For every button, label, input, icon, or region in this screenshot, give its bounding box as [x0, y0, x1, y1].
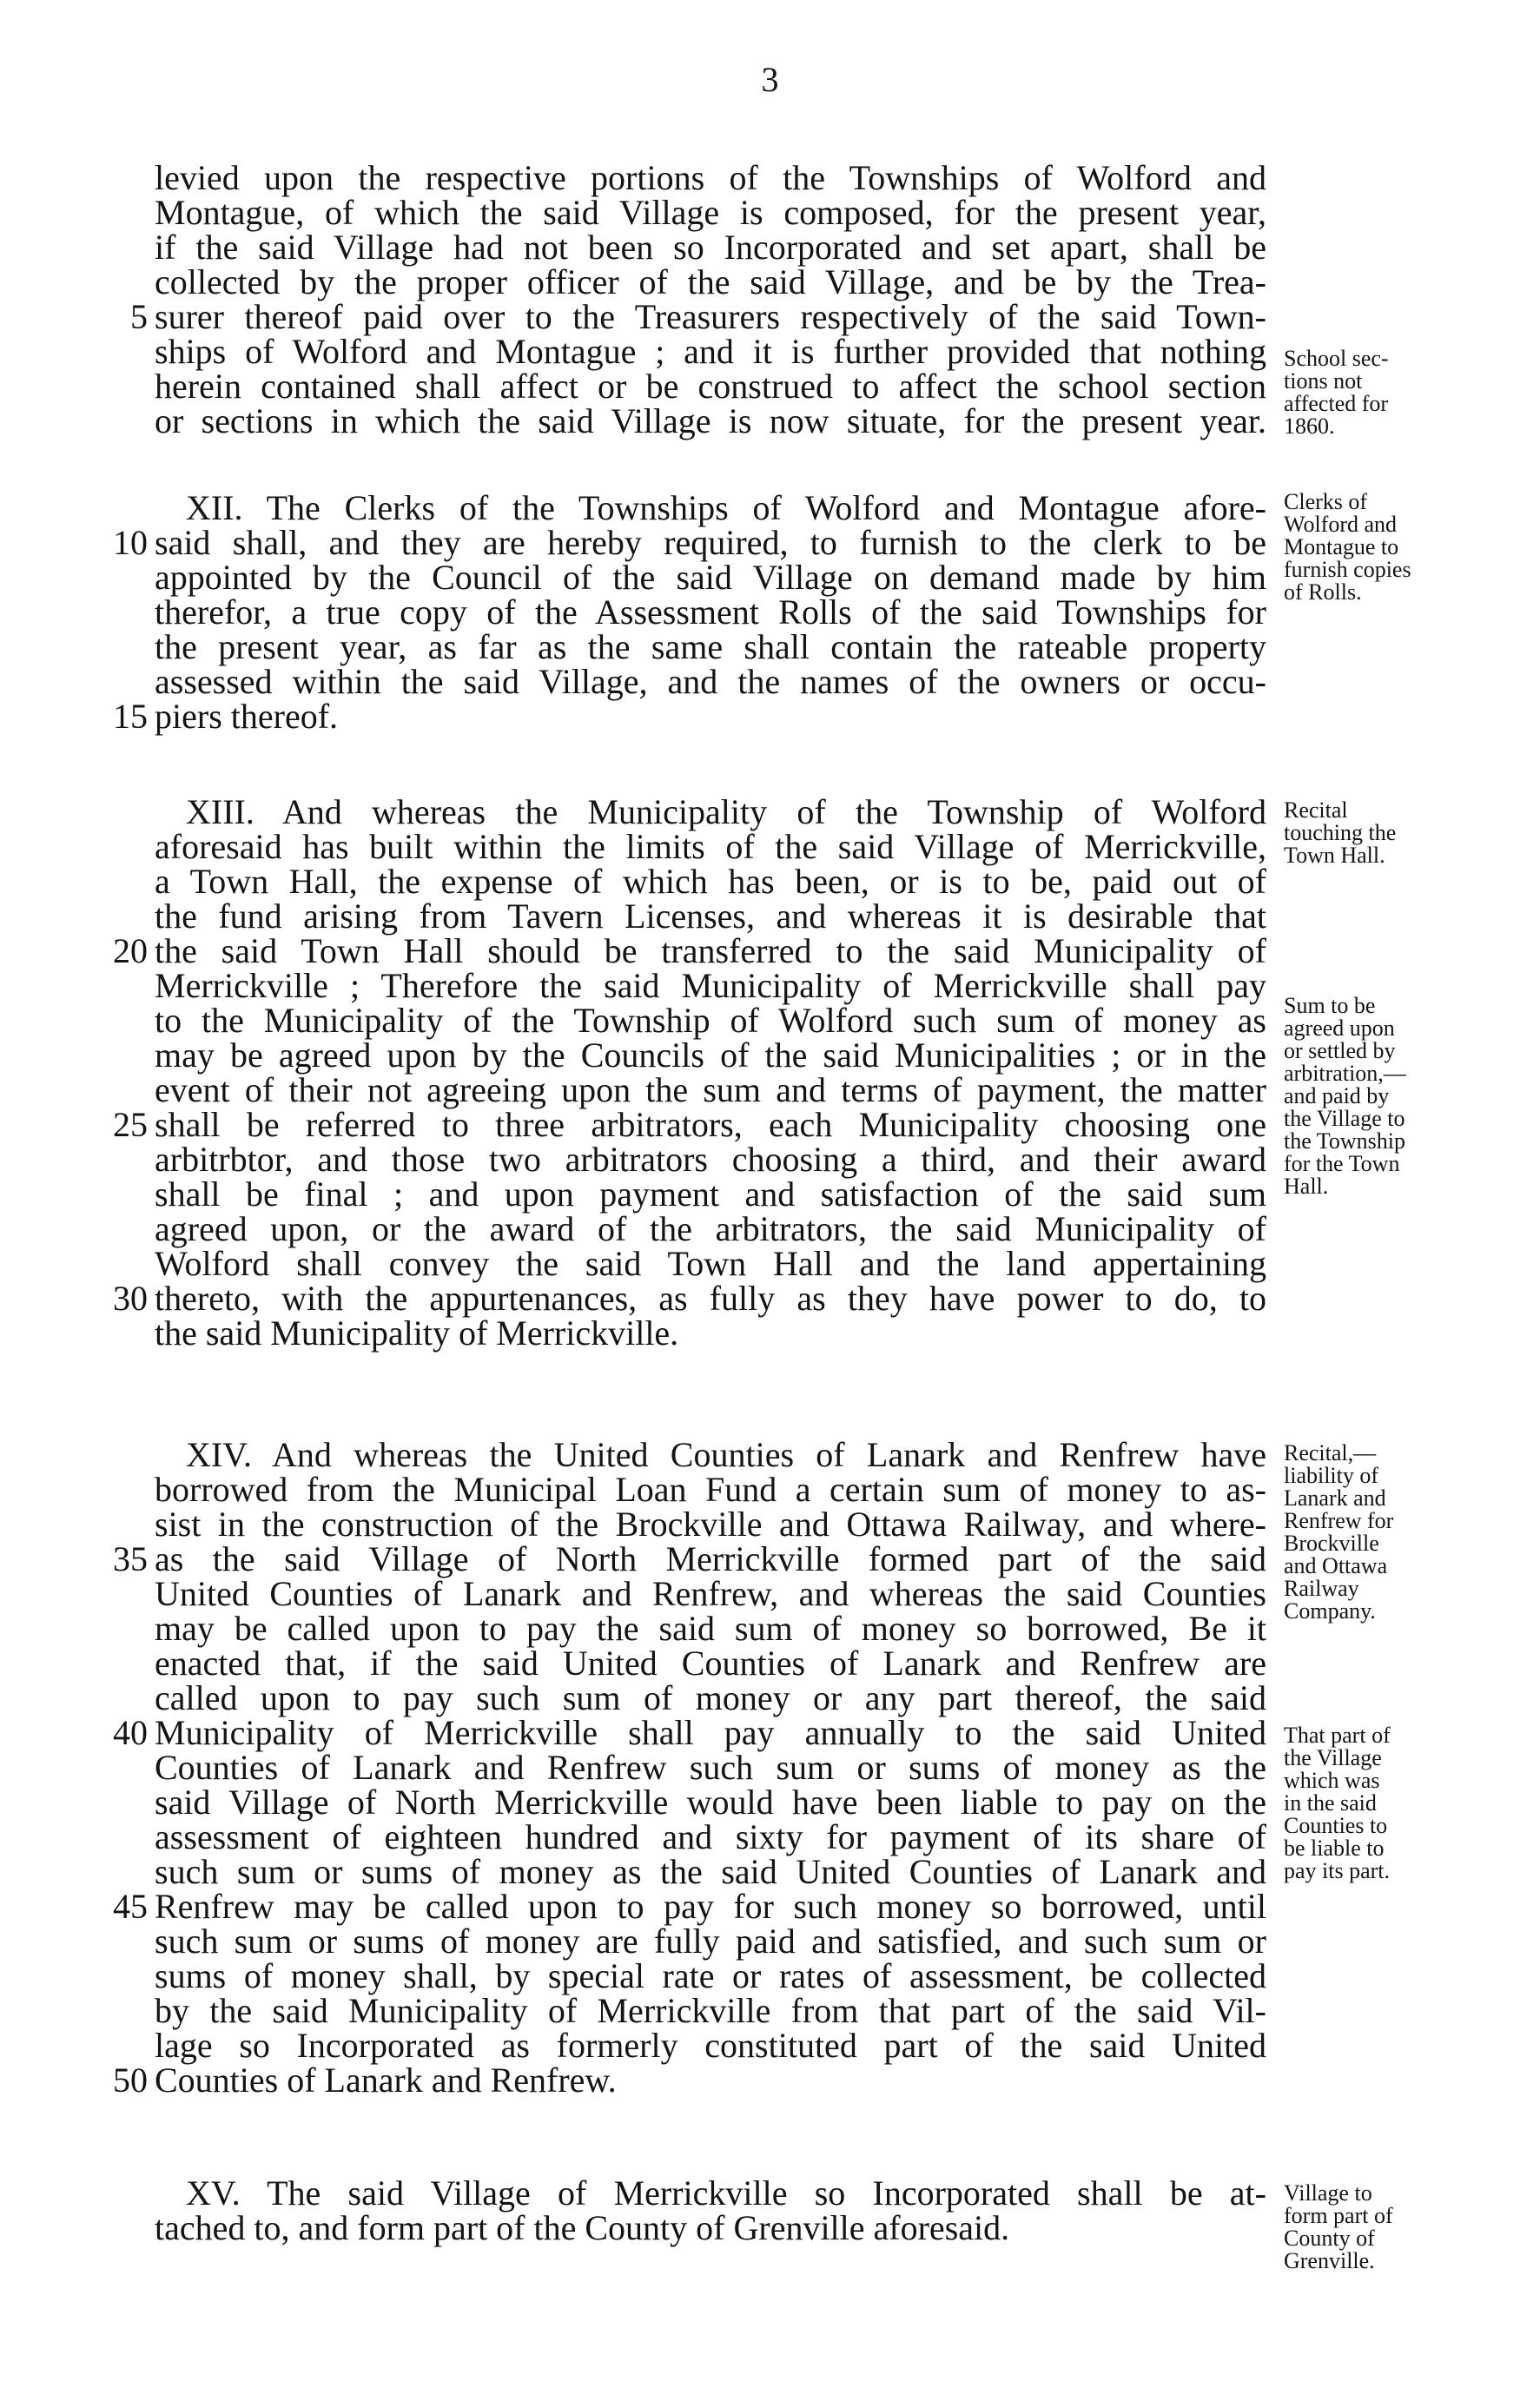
text-line: shall be final ; and upon payment and satisfaction of the said sum: [155, 1174, 1266, 1214]
line-number: 35: [113, 1539, 148, 1578]
text-line: ships of Wolford and Montague ; and it is further provided that nothing: [155, 332, 1266, 371]
margin-note-line: Recital: [1284, 797, 1348, 823]
margin-note-line: be liable to: [1284, 1836, 1385, 1861]
text-line: or sections in which the said Village is now situate, for the present year.: [155, 401, 1266, 440]
text-line: the present year, as far as the same shall contain the rateable property: [155, 627, 1266, 666]
line-number: 40: [113, 1713, 148, 1752]
text-line: appointed by the Council of the said Village on demand made by him: [155, 558, 1266, 597]
margin-note-line: Town Hall.: [1284, 843, 1385, 868]
margin-note-line: which was: [1284, 1768, 1380, 1793]
text-line: aforesaid has built within the limits of the said Village of Merrickville,: [155, 827, 1266, 866]
text-line: by the said Municipality of Merrickville from that part of the said Vil-: [155, 1991, 1266, 2030]
margin-note-line: School sec-: [1284, 346, 1389, 371]
text-line: therefor, a true copy of the Assessment Rolls of the said Townships for: [155, 592, 1266, 632]
text-line: Merrickville ; Therefore the said Municipality of Merrickville shall pay: [155, 966, 1266, 1005]
text-line: the said Municipality of Merrickville.: [155, 1313, 679, 1353]
text-line: to the Municipality of the Township of Wolford such sum of money as: [155, 1001, 1266, 1040]
text-line: enacted that, if the said United Counties of Lanark and Renfrew are: [155, 1644, 1266, 1683]
line-number: 10: [113, 523, 148, 562]
margin-note-line: and Ottawa: [1284, 1553, 1388, 1578]
margin-note-line: Recital,—: [1284, 1440, 1377, 1465]
text-line: thereto, with the appurtenances, as fully as they have power to do, to: [155, 1279, 1266, 1318]
text-line: shall be referred to three arbitrators, each Municipality choosing one: [155, 1105, 1266, 1144]
line-number: 20: [113, 931, 148, 970]
text-line: Wolford shall convey the said Town Hall and the land appertaining: [155, 1244, 1266, 1283]
line-number: 15: [113, 697, 148, 736]
text-line: surer thereof paid over to the Treasurers respectively of the said Town-: [155, 297, 1266, 336]
margin-note-line: County of: [1284, 2226, 1375, 2251]
margin-note-line: or settled by: [1284, 1038, 1396, 1063]
text-line: event of their not agreeing upon the sum and terms of payment, the matter: [155, 1070, 1266, 1109]
margin-note-line: liability of: [1284, 1463, 1379, 1488]
text-line: Counties of Lanark and Renfrew.: [155, 2061, 617, 2100]
margin-note-line: in the said: [1284, 1790, 1377, 1816]
margin-note-line: arbitration,—: [1284, 1061, 1406, 1086]
text-line: Renfrew may be called upon to pay for such money so borrowed, until: [155, 1887, 1266, 1926]
margin-note-line: Company.: [1284, 1598, 1376, 1624]
margin-note-line: Lanark and: [1284, 1485, 1386, 1511]
margin-note-line: 1860.: [1284, 413, 1335, 439]
line-number: 25: [113, 1105, 148, 1144]
text-line: such sum or sums of money as the said United Counties of Lanark and: [155, 1852, 1266, 1891]
margin-note-line: the Village: [1284, 1745, 1382, 1770]
text-line: lage so Incorporated as formerly constituted part of the said United: [155, 2026, 1266, 2065]
text-line: Municipality of Merrickville shall pay annually to the said United: [155, 1713, 1266, 1752]
margin-note-line: Village to: [1284, 2180, 1372, 2206]
margin-note-line: and paid by: [1284, 1083, 1390, 1108]
text-line: if the said Village had not been so Incorporated and set apart, shall be: [155, 228, 1266, 267]
text-line: XIV. And whereas the United Counties of Lanark and Renfrew have: [186, 1435, 1266, 1474]
margin-note-line: agreed upon: [1284, 1015, 1395, 1041]
margin-note-line: Counties to: [1284, 1813, 1388, 1838]
margin-note-line: Sum to be: [1284, 993, 1376, 1018]
text-line: Montague, of which the said Village is composed, for the present year,: [155, 193, 1266, 232]
margin-note-line: affected for: [1284, 391, 1389, 416]
text-line: assessed within the said Village, and the names of the owners or occu-: [155, 662, 1266, 701]
margin-note-line: of Rolls.: [1284, 579, 1362, 605]
margin-note-line: the Township: [1284, 1128, 1405, 1154]
line-number: 45: [113, 1887, 148, 1926]
text-line: the fund arising from Tavern Licenses, and whereas it is desirable that: [155, 896, 1266, 936]
margin-note-line: That part of: [1284, 1723, 1391, 1748]
text-line: levied upon the respective portions of the Townships of Wolford and: [155, 158, 1266, 197]
margin-note-line: Clerks of: [1284, 489, 1368, 514]
margin-note-line: furnish copies: [1284, 557, 1411, 582]
text-line: XV. The said Village of Merrickville so Incorporated shall be at-: [186, 2173, 1266, 2213]
text-line: as the said Village of North Merrickville formed part of the said: [155, 1539, 1266, 1578]
text-line: sums of money shall, by special rate or rates of assessment, be collected: [155, 1956, 1266, 1995]
text-line: assessment of eighteen hundred and sixty for payment of its share of: [155, 1817, 1266, 1856]
line-number: 50: [113, 2061, 148, 2100]
margin-note-line: Grenville.: [1284, 2248, 1375, 2273]
margin-note-line: touching the: [1284, 820, 1397, 845]
text-line: herein contained shall affect or be construed to affect the school section: [155, 367, 1266, 406]
text-line: sist in the construction of the Brockville and Ottawa Railway, and where-: [155, 1505, 1266, 1544]
page-number: 3: [761, 60, 779, 99]
margin-note-line: Renfrew for: [1284, 1508, 1394, 1533]
text-line: such sum or sums of money are fully paid and satisfied, and such sum or: [155, 1922, 1266, 1961]
margin-note-line: pay its part.: [1284, 1858, 1391, 1883]
margin-note-line: form part of: [1284, 2203, 1393, 2228]
text-line: called upon to pay such sum of money or any part thereof, the said: [155, 1678, 1266, 1717]
text-line: said shall, and they are hereby required, to furnish to the clerk to be: [155, 523, 1266, 562]
margin-note-line: Brockville: [1284, 1531, 1379, 1556]
text-line: the said Town Hall should be transferred to the said Municipality of: [155, 931, 1266, 970]
text-line: collected by the proper officer of the said Village, and be by the Trea-: [155, 262, 1266, 301]
margin-note-line: Hall.: [1284, 1174, 1329, 1199]
line-number: 5: [130, 297, 148, 336]
text-line: tached to, and form part of the County of Grenville aforesaid.: [155, 2208, 1010, 2247]
margin-note-line: for the Town: [1284, 1151, 1400, 1176]
text-line: Counties of Lanark and Renfrew such sum or sums of money as the: [155, 1748, 1266, 1787]
text-line: United Counties of Lanark and Renfrew, and whereas the said Counties: [155, 1574, 1266, 1613]
text-line: XII. The Clerks of the Townships of Wolford and Montague afore-: [186, 488, 1266, 527]
margin-note-line: the Village to: [1284, 1106, 1405, 1131]
margin-note-line: Montague to: [1284, 534, 1399, 559]
text-line: borrowed from the Municipal Loan Fund a certain sum of money to as-: [155, 1470, 1266, 1509]
text-line: may be agreed upon by the Councils of the said Municipalities ; or in the: [155, 1035, 1266, 1075]
text-line: said Village of North Merrickville would have been liable to pay on the: [155, 1783, 1266, 1822]
margin-note-line: Wolford and: [1284, 512, 1398, 537]
line-number: 30: [113, 1279, 148, 1318]
margin-note-line: Railway: [1284, 1576, 1359, 1601]
text-line: piers thereof.: [155, 697, 339, 736]
text-line: agreed upon, or the award of the arbitrators, the said Municipality of: [155, 1209, 1266, 1248]
text-line: XIII. And whereas the Municipality of the Township of Wolford: [186, 792, 1266, 831]
text-line: arbitrbtor, and those two arbitrators choosing a third, and their award: [155, 1140, 1266, 1179]
text-line: a Town Hall, the expense of which has been, or is to be, paid out of: [155, 862, 1266, 901]
text-line: may be called upon to pay the said sum of money so borrowed, Be it: [155, 1609, 1266, 1648]
margin-note-line: tions not: [1284, 368, 1363, 394]
